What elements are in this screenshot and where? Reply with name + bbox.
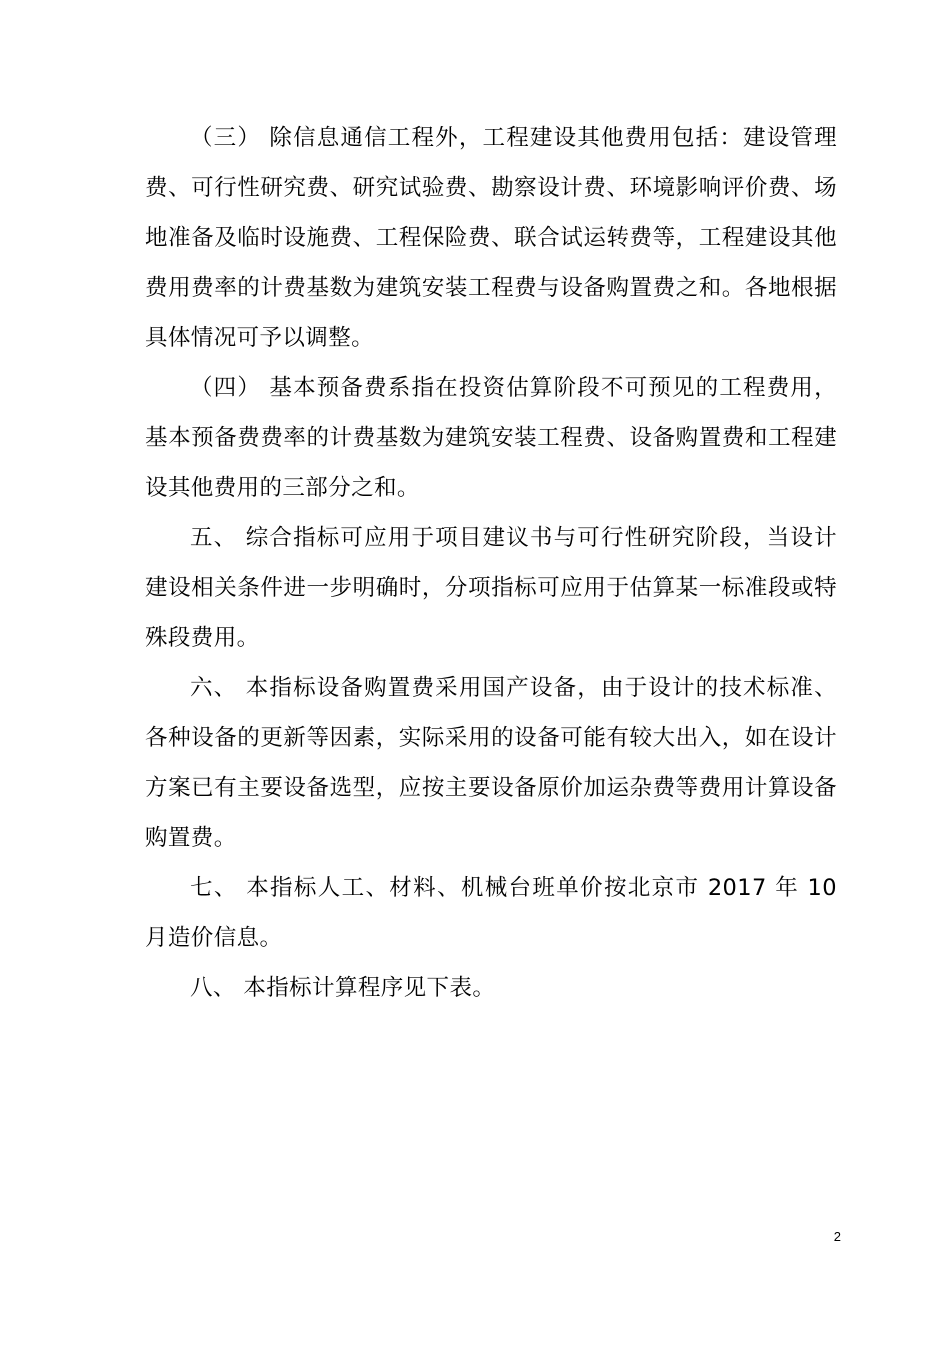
paragraph-equipment-purchase: 六、 本指标设备购置费采用国产设备，由于设计的技术标准、各种设备的更新等因素，实际采用的设备可能有较大出入，如在设计方案已有主要设备选型，应按主要设备原价加运杂费等费用计算设备购置费。 [145, 675, 837, 851]
paragraph-comprehensive-index: 五、 综合指标可应用于项目建议书与可行性研究阶段，当设计建设相关条件进一步明确时，分项指标可应用于估算某一标准段或特殊段费用。 [145, 525, 837, 651]
paragraph-other-costs: （三） 除信息通信工程外，工程建设其他费用包括：建设管理费、可行性研究费、研究试验费、勘察设计费、环境影响评价费、场地准备及临时设施费、工程保险费、联合试运转费等，工程建设其他费用费率的计费基数为建筑安装工程费与设备购置费之和。各地根据具体情况可予以调整。 [145, 125, 837, 351]
paragraph-basic-reserve: （四） 基本预备费系指在投资估算阶段不可预见的工程费用，基本预备费费率的计费基数为建筑安装工程费、设备购置费和工程建设其他费用的三部分之和。 [145, 375, 837, 501]
page-number: 2 [833, 1229, 841, 1244]
paragraph-calculation-procedure: 八、 本指标计算程序见下表。 [190, 975, 496, 1001]
document-body [145, 113, 837, 1013]
paragraph-unit-price: 七、 本指标人工、材料、机械台班单价按北京市 2017 年 10 月造价信息。 [145, 875, 837, 951]
